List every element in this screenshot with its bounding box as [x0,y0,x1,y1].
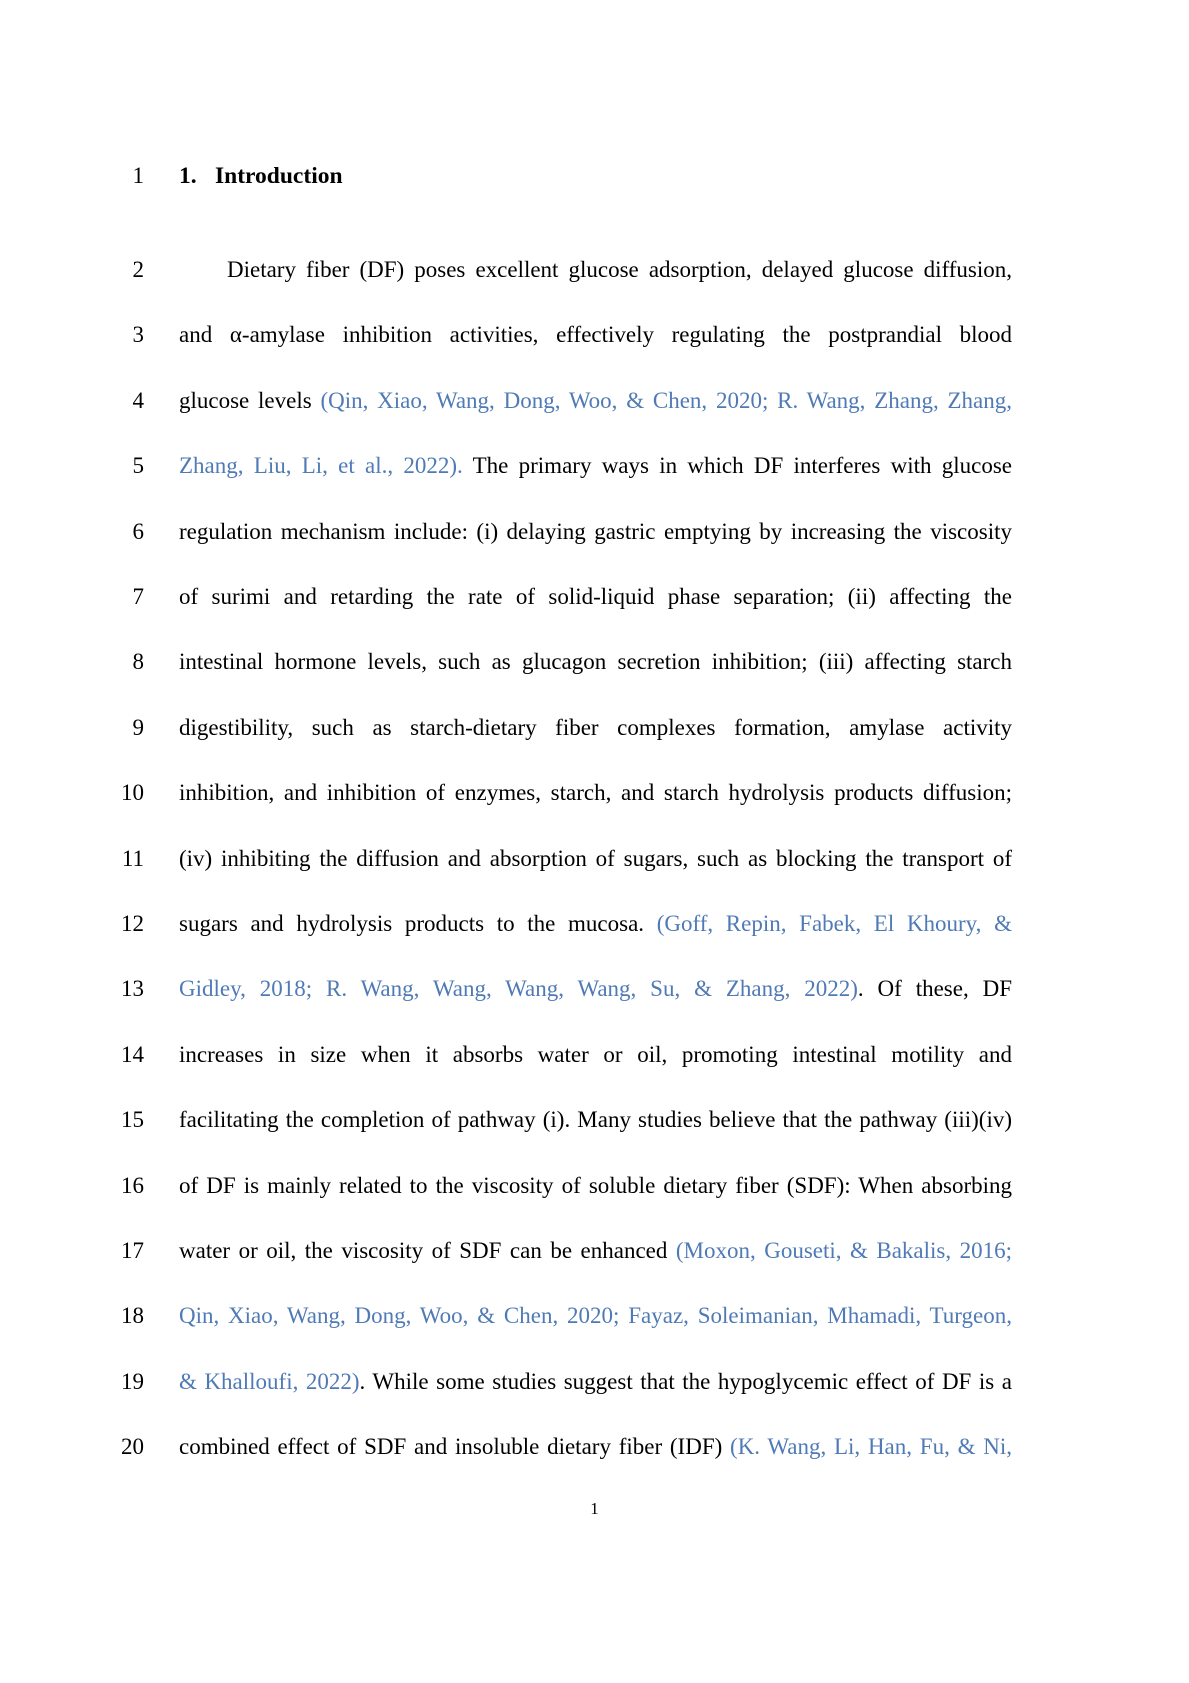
section-heading-row [0,156,1189,196]
line-text [179,708,1012,748]
line-number: 2 [132,257,144,282]
section-heading [179,156,1012,196]
line-number: 3 [132,322,144,348]
line-number: 4 [132,387,144,413]
line-text-segment: of DF is mainly related to the viscosity of soluble dietary fiber (SDF): When absorbing [179,1172,1012,1198]
line-number: 19 [121,1368,144,1394]
text-line [0,446,1189,486]
text-line [0,250,1189,290]
line-text [179,839,1012,879]
line-text-segment: intestinal hormone levels, such as glucagon secretion inhibition; (iii) affecting starch [179,649,1012,675]
line-number: 14 [121,1041,144,1067]
line-text-segment: sugars and hydrolysis products to the mucosa. [179,911,657,936]
text-line [0,969,1189,1009]
line-text [179,1231,1012,1271]
line-text-segment: inhibition, and inhibition of enzymes, starch, and starch hydrolysis products diffusion; [179,780,1012,806]
line-text-segment: digestibility, such as starch-dietary fiber complexes formation, amylase activity [179,714,1012,740]
line-text [179,642,1012,682]
line-number: 16 [121,1172,144,1198]
line-number: 5 [132,453,144,479]
line-number: 11 [121,845,144,871]
text-line [0,708,1189,748]
text-line [0,1296,1189,1336]
line-text-segment: facilitating the completion of pathway (i). Many studies believe that the pathway (iii)(iv) [179,1107,1012,1133]
line-number: 18 [121,1303,144,1329]
line-text [179,381,1012,421]
line-text-segment: regulation mechanism include: (i) delaying gastric emptying by increasing the viscosity [179,518,1012,544]
line-number: 10 [121,780,144,806]
citation-link[interactable]: (Moxon, Gouseti, & Bakalis, 2016; [675,1238,1012,1263]
line-number: 9 [132,714,144,740]
text-line [0,381,1189,421]
citation-link[interactable]: Gidley, 2018; R. Wang, Wang, Wang, Wang, Su, & Zhang, 2022) [179,976,858,1002]
line-text-segment: of surimi and retarding the rate of solid-liquid phase separation; (ii) affecting the [179,584,1012,609]
text-line [0,1166,1189,1206]
line-text [179,1296,1012,1336]
text-line [0,1362,1189,1402]
line-text [179,1166,1012,1206]
citation-link[interactable]: (Goff, Repin, Fabek, El Khoury, & [656,911,1012,936]
line-text [179,969,1012,1009]
line-text-segment: . Of these, DF [857,976,1013,1002]
line-text [179,1035,1012,1075]
text-line [0,315,1189,355]
line-number: 20 [121,1434,144,1460]
line-text [179,250,1012,290]
line-text [179,1100,1012,1140]
citation-link[interactable]: Zhang, Liu, Li, et al., 2022). [179,453,463,479]
line-text-segment: increases in size when it absorbs water or oil, promoting intestinal motility and [179,1041,1012,1067]
line-text [179,773,1012,813]
line-text [179,446,1012,486]
line-text [179,577,1012,617]
citation-link[interactable]: & Khalloufi, 2022) [179,1368,360,1394]
line-number: 1 [132,163,144,188]
line-number: 17 [121,1238,144,1263]
line-number: 7 [132,584,144,609]
line-text-segment: glucose levels [179,387,321,413]
text-line [0,1100,1189,1140]
line-text-segment: (iv) inhibiting the diffusion and absorption of sugars, such as blocking the transport of [179,845,1012,871]
line-number: 8 [132,649,144,675]
text-line [0,904,1189,944]
line-text [179,1427,1012,1467]
line-text-segment: . While some studies suggest that the hypoglycemic effect of DF is a [359,1368,1012,1394]
text-line [0,1427,1189,1467]
line-text-segment: The primary ways in which DF interferes with glucose [462,453,1012,479]
line-text-segment: water or oil, the viscosity of SDF can be enhanced [179,1238,676,1263]
line-number: 12 [121,911,144,936]
line-text [179,315,1012,355]
line-number: 6 [132,518,144,544]
text-line [0,839,1189,879]
section-number: 1. [179,163,197,189]
text-line [0,1231,1189,1271]
line-text-segment: combined effect of SDF and insoluble dietary fiber (IDF) [179,1434,731,1460]
text-line [0,642,1189,682]
line-text-segment: and α-amylase inhibition activities, effectively regulating the postprandial blood [179,322,1012,348]
citation-link[interactable]: (Qin, Xiao, Wang, Dong, Woo, & Chen, 2020; R. Wang, Zhang, Zhang, [320,387,1012,413]
line-number: 13 [121,976,144,1002]
line-text [179,512,1012,552]
line-text-segment: Dietary fiber (DF) poses excellent glucose adsorption, delayed glucose diffusion, [227,257,1012,282]
text-line [0,577,1189,617]
line-text [179,904,1012,944]
line-number: 15 [121,1107,144,1133]
line-text [179,1362,1012,1402]
text-line [0,512,1189,552]
citation-link[interactable]: (K. Wang, Li, Han, Fu, & Ni, [730,1434,1012,1460]
text-line [0,1035,1189,1075]
page-number: 1 [590,1499,599,1518]
text-line [0,773,1189,813]
citation-link[interactable]: Qin, Xiao, Wang, Dong, Woo, & Chen, 2020; Fayaz, Soleimanian, Mhamadi, Turgeon, [179,1303,1012,1329]
section-title: Introduction [215,163,343,189]
